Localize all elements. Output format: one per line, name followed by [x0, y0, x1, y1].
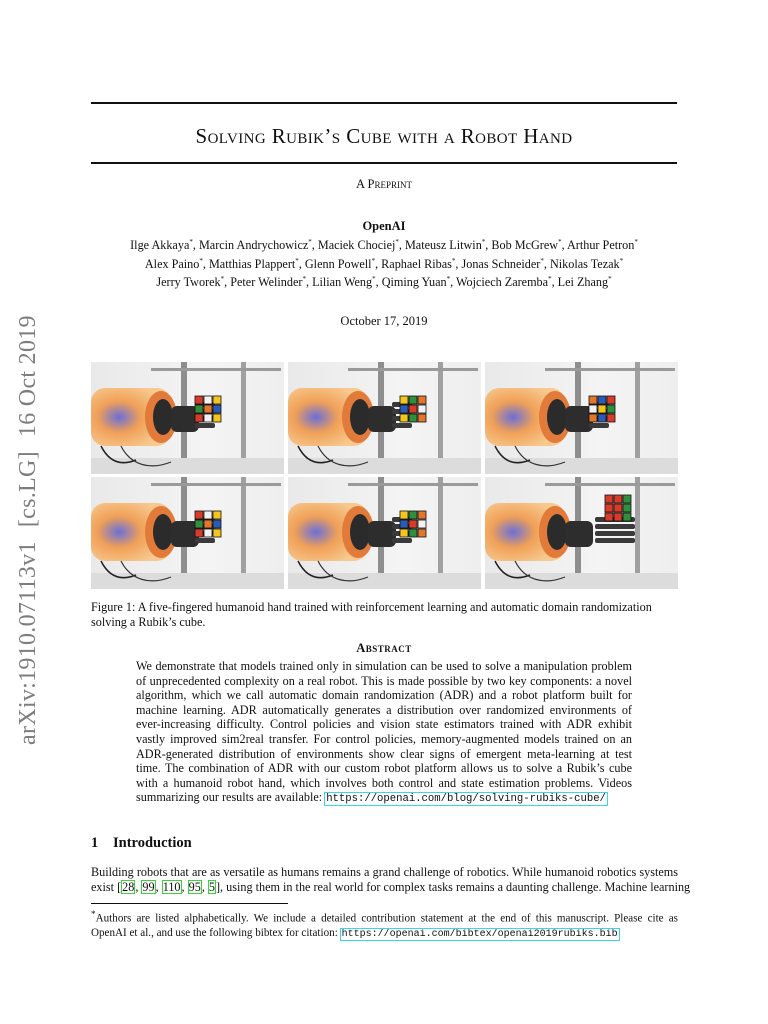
figure-panel [485, 477, 678, 589]
author-footnote-mark: * [608, 275, 612, 284]
cube-sticker [418, 529, 426, 537]
cube-sticker [204, 414, 212, 422]
author-footnote-mark: * [189, 238, 193, 246]
robot-finger [595, 524, 635, 529]
author-name: Lei Zhang [557, 275, 609, 290]
cube-sticker [400, 405, 408, 413]
robot-hand-cube-photo [91, 477, 284, 589]
cube-sticker [598, 414, 606, 422]
author-name: Ilge Akkaya [130, 238, 190, 253]
author-list [91, 235, 677, 291]
abstract-line: algorithm, which we call automatic domain randomization (ADR) and a robot platform built for [136, 688, 632, 703]
author-name: Bob McGrew [491, 238, 559, 253]
figure-panel [288, 362, 481, 474]
table-surface [485, 458, 678, 474]
robot-hand-cube-photo [288, 477, 481, 589]
author-footnote-mark: * [199, 256, 203, 265]
cube-sticker [614, 513, 622, 521]
cube-sticker [204, 520, 212, 528]
author-line-1: Ilge Akkaya*, Marcin Andrychowicz*, Maciek Chociej*, Mateusz Litwin*, Bob McGrew*, Arthur Petron* [130, 238, 638, 253]
cube-sticker [400, 520, 408, 528]
table-surface [485, 573, 678, 589]
paper-title: Solving Rubik’s Cube with a Robot Hand [195, 124, 573, 148]
cube-sticker [409, 414, 417, 422]
robot-wrist-core [350, 514, 370, 550]
frame-bar [151, 483, 281, 486]
robot-palm [368, 521, 396, 547]
author-footnote-mark: * [395, 238, 399, 246]
cube-sticker [213, 405, 221, 413]
figure-panel [485, 362, 678, 474]
author-name: Jerry Tworek [156, 275, 221, 290]
intro-line: exist [28, 99, 110, 95, 5], using them in the real world for complex tasks remains a daunting challenge. Machine learning [91, 880, 691, 894]
robot-finger [589, 423, 609, 428]
cube-sticker [623, 495, 631, 503]
author-name: Marcin Andrychowicz [198, 238, 309, 253]
cube-sticker [195, 405, 203, 413]
figure-panel [288, 477, 481, 589]
robot-hand-cube-photo [288, 362, 481, 474]
frame-bar [545, 368, 675, 371]
intro-line2-prefix: exist [ [91, 880, 122, 894]
cube-sticker [400, 529, 408, 537]
footnote-line [91, 926, 678, 942]
table-surface [288, 573, 481, 589]
author-name: Maciek Chociej [317, 238, 396, 253]
robot-finger [392, 423, 412, 428]
cube-sticker [409, 511, 417, 519]
author-footnote-mark: * [451, 256, 456, 265]
cube-sticker [598, 396, 606, 404]
footnote [91, 908, 678, 942]
author-footnote-mark: * [220, 275, 225, 284]
author-name: Peter Welinder [230, 275, 303, 290]
cube-sticker [195, 414, 203, 422]
robot-wrist-core [547, 399, 567, 435]
frame-bar [348, 483, 478, 486]
robot-finger [392, 538, 412, 543]
robot-finger [595, 538, 635, 543]
frame-post [635, 477, 640, 589]
arxiv-id: arXiv:1910.07113v1 [15, 541, 41, 745]
cube-sticker [605, 513, 613, 521]
section-heading-introduction [91, 835, 192, 852]
figure-caption: Figure 1: A five-fingered humanoid hand trained with reinforcement learning and automatic domain randomization solving a Rubik’s cube. [91, 600, 652, 629]
robot-finger [595, 531, 635, 536]
author-name: Alex Paino [144, 256, 200, 271]
robot-wrist-core [153, 399, 173, 435]
robot-hand-cube-photo [485, 477, 678, 589]
robot-palm [368, 406, 396, 432]
author-footnote-mark: * [372, 275, 376, 284]
cube-sticker [614, 495, 622, 503]
abstract-line: We demonstrate that models trained only in simulation can be used to solve a manipulation problem [136, 659, 632, 673]
cube-sticker [409, 405, 417, 413]
cube-sticker [400, 511, 408, 519]
author-name: Raphael Ribas [381, 256, 452, 271]
table-surface [91, 573, 284, 589]
organization: OpenAI [362, 219, 406, 233]
cube-sticker [213, 529, 221, 537]
frame-post [241, 362, 246, 474]
author-footnote-mark: * [481, 238, 486, 246]
robot-hand-cube-photo [91, 362, 284, 474]
introduction-body [91, 865, 691, 895]
author-footnote-mark: * [619, 256, 624, 265]
frame-bar [545, 483, 675, 486]
arxiv-identifier-stamp [8, 315, 48, 745]
bibtex-url-link[interactable]: https://openai.com/bibtex/openai2019rubiks.bib [341, 928, 618, 940]
frame-bar [348, 368, 478, 371]
author-line-2: Alex Paino*, Matthias Plappert*, Glenn Powell*, Raphael Ribas*, Jonas Schneider*, Nikolas Tezak* [144, 256, 624, 271]
table-surface [288, 458, 481, 474]
cube-sticker [213, 396, 221, 404]
cube-sticker [418, 520, 426, 528]
robot-wrist-core [547, 514, 567, 550]
robot-wrist-core [153, 514, 173, 550]
abstract-line [136, 790, 632, 807]
author-footnote-mark: * [371, 256, 376, 265]
author-footnote-mark: * [295, 256, 299, 265]
author-name: Wojciech Zaremba [455, 275, 549, 290]
abstract-line: time. The combination of ADR with our custom robot platform allows us to solve a Rubik’s cube [136, 761, 632, 776]
abstract-line: of unprecedented complexity on a real robot. This is made possible by two key components: a novel [136, 673, 632, 688]
author-name: Arthur Petron [567, 238, 635, 253]
citation-link[interactable]: 5 [208, 880, 215, 894]
frame-bar [151, 368, 281, 371]
cube-sticker [605, 495, 613, 503]
cube-sticker [204, 529, 212, 537]
author-footnote-mark: * [558, 238, 562, 246]
author-name: Lilian Weng [312, 275, 373, 290]
cube-sticker [409, 520, 417, 528]
arxiv-date: 16 Oct 2019 [15, 315, 41, 438]
cube-sticker [204, 405, 212, 413]
table-surface [91, 458, 284, 474]
cube-sticker [409, 396, 417, 404]
frame-post [241, 477, 246, 589]
citation-link[interactable]: 28 [122, 880, 135, 894]
cube-sticker [400, 396, 408, 404]
footnote-line2-text: OpenAI et al., and use the following bibtex for citation: [91, 926, 338, 939]
cube-sticker [607, 396, 615, 404]
project-url-link[interactable]: https://openai.com/blog/solving-rubiks-cube/ [326, 793, 606, 806]
cube-sticker [418, 396, 426, 404]
title-top-rule [91, 102, 677, 104]
cube-sticker [418, 511, 426, 519]
footnote-text: Authors are listed alphabetically. We include a detailed contribution statement at the end of this manuscript. Please cite as [95, 912, 678, 925]
arxiv-category: [cs.LG] [15, 451, 41, 528]
cube-sticker [605, 504, 613, 512]
cube-sticker [598, 405, 606, 413]
title-bottom-rule [91, 162, 677, 164]
abstract-line: with a humanoid robot hand, which involves both control and state estimation problems. Videos [136, 775, 632, 790]
author-footnote-mark: * [446, 275, 451, 284]
figure-panel [91, 362, 284, 474]
author-footnote-mark: * [302, 275, 306, 284]
abstract-line: vastly improved sim2real transfer. For control policies, memory-augmented models trained on an [136, 731, 632, 746]
preprint-label: A Preprint [356, 177, 412, 191]
cube-sticker [409, 529, 417, 537]
cube-sticker [589, 396, 597, 404]
author-line-3: Jerry Tworek*, Peter Welinder*, Lilian Weng*, Qiming Yuan*, Wojciech Zaremba*, Lei Zhang* [156, 275, 612, 290]
author-name: Jonas Schneider [461, 256, 541, 271]
cube-sticker [195, 511, 203, 519]
abstract-body [136, 659, 632, 807]
author-name: Nikolas Tezak [549, 256, 620, 271]
robot-hand-cube-photo [485, 362, 678, 474]
cube-sticker [623, 513, 631, 521]
frame-post [635, 362, 640, 474]
cube-sticker [400, 414, 408, 422]
figure-1 [91, 362, 678, 589]
cube-sticker [589, 405, 597, 413]
author-name: Qiming Yuan [381, 275, 447, 290]
cube-sticker [213, 511, 221, 519]
cube-sticker [607, 414, 615, 422]
robot-palm [565, 521, 593, 547]
cube-sticker [418, 405, 426, 413]
intro-line: Building robots that are as versatile as humans remains a grand challenge of robotics. While humanoid robotics systems [91, 865, 678, 879]
figure-panel [91, 477, 284, 589]
cube-sticker [614, 504, 622, 512]
citation-link[interactable]: 99 [142, 880, 155, 894]
citation-link[interactable]: 110 [162, 880, 181, 894]
intro-line2-suffix: ], using them in the real world for complex tasks remains a daunting challenge. Machine learning [216, 880, 691, 894]
author-footnote-mark: * [548, 275, 552, 284]
author-name: Mateusz Litwin [404, 238, 482, 253]
abstract-line: machine learning. ADR automatically generates a distribution over randomized environments of [136, 702, 632, 717]
cube-sticker [607, 405, 615, 413]
author-footnote-mark: * [634, 238, 638, 246]
abstract-line: ever-increasing difficulty. Control policies and vision state estimators trained with ADR exhibit [136, 717, 632, 732]
section-title: Introduction [113, 835, 192, 851]
cube-sticker [204, 396, 212, 404]
cube-sticker [195, 396, 203, 404]
frame-post [438, 362, 443, 474]
cube-sticker [589, 414, 597, 422]
cube-sticker [213, 414, 221, 422]
cube-sticker [623, 504, 631, 512]
cube-sticker [213, 520, 221, 528]
cube-sticker [195, 529, 203, 537]
cube-sticker [204, 511, 212, 519]
paper-date: October 17, 2019 [340, 314, 428, 328]
abstract-heading: Abstract [356, 641, 412, 655]
robot-finger [195, 423, 215, 428]
footnote-mark: * [91, 910, 96, 920]
cube-sticker [195, 520, 203, 528]
author-footnote-mark: * [540, 256, 544, 265]
frame-post [438, 477, 443, 589]
author-footnote-mark: * [308, 238, 312, 246]
author-name: Glenn Powell [304, 256, 372, 271]
cube-sticker [418, 414, 426, 422]
footnote-rule [91, 903, 288, 904]
abstract-line: ADR-generated distribution of environments show clear signs of emergent meta-learning at test [136, 746, 632, 761]
citation-link[interactable]: 95 [188, 880, 201, 894]
robot-wrist-core [350, 399, 370, 435]
author-name: Matthias Plappert [208, 256, 296, 271]
robot-finger [195, 538, 215, 543]
footnote-line [91, 908, 678, 926]
abstract-last-line-text: summarizing our results are available: [136, 790, 323, 805]
section-number: 1 [91, 835, 99, 851]
